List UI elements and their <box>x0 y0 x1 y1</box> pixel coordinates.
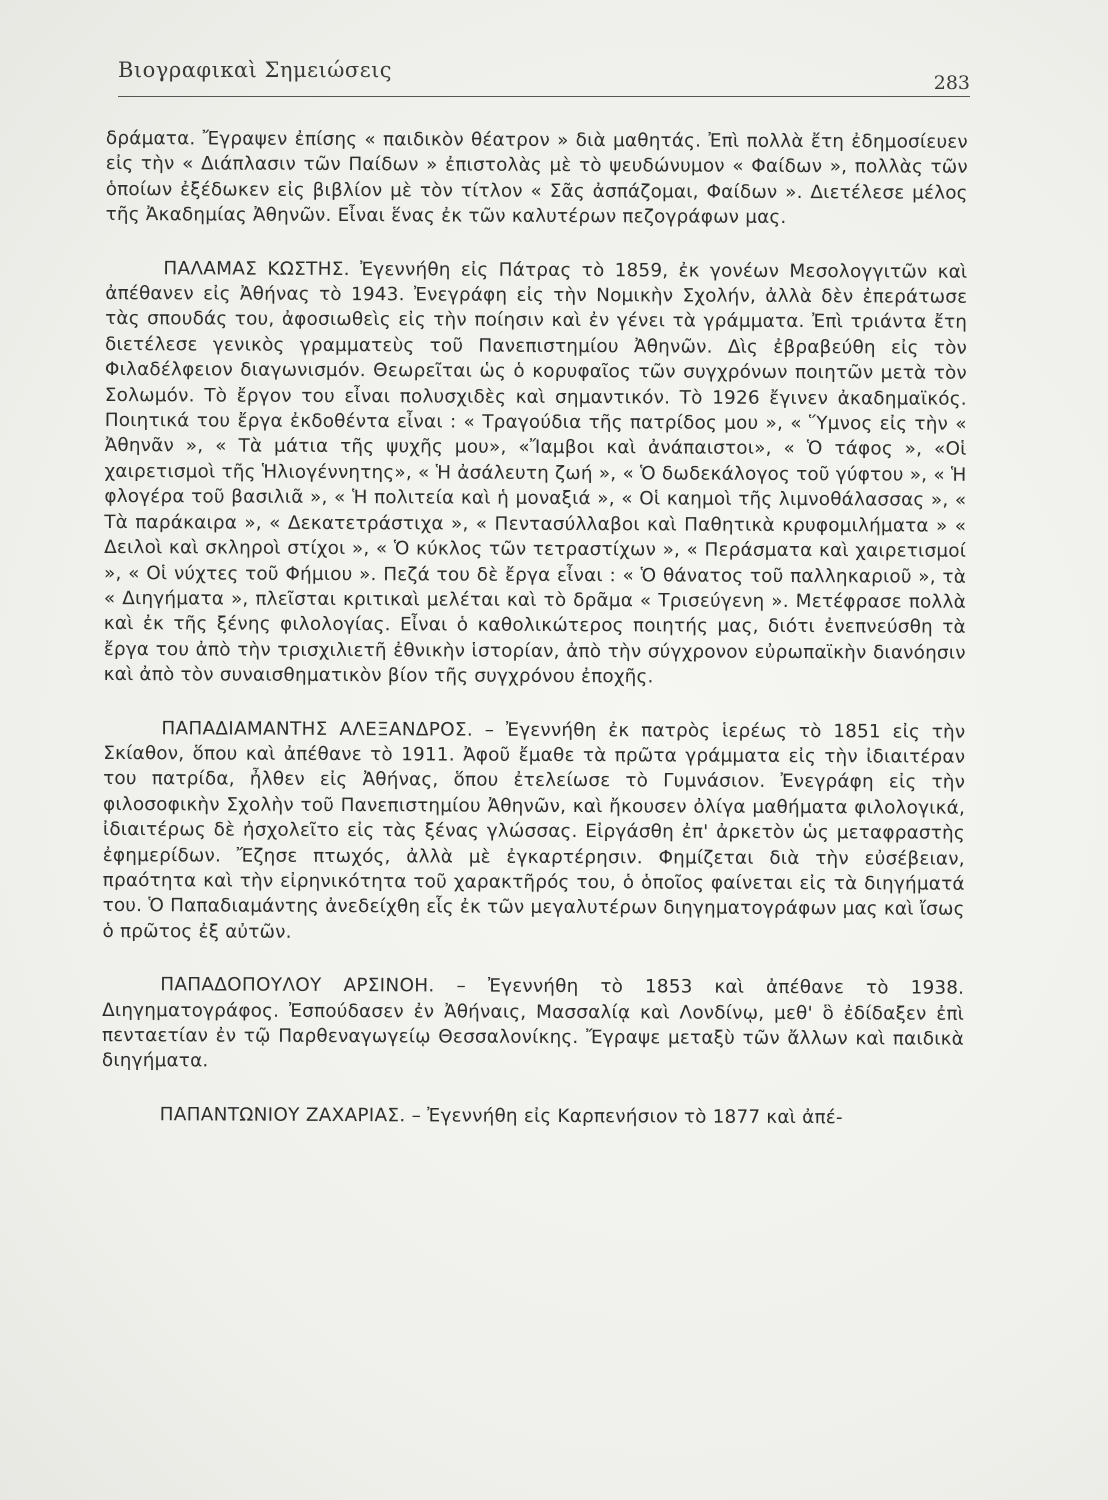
entry-name: ΠΑΠΑΔΙΑΜΑΝΤΗΣ ΑΛΕΞΑΝΔΡΟΣ. – <box>161 717 495 741</box>
entry-name: ΠΑΠΑΝΤΩΝΙΟΥ ΖΑΧΑΡΙΑΣ. – <box>159 1104 422 1127</box>
entry-name: ΠΑΛΑΜΑΣ ΚΩΣΤΗΣ. <box>163 257 350 280</box>
entry-papadiamantis <box>102 716 965 948</box>
entry-text: δράματα. Ἔγραψεν ἐπίσης « παιδικὸν θέατρον » διὰ μαθητάς. Ἐπὶ πολλὰ ἔτη ἐδημοσίευεν εἰς τὴν « Διάπλασιν τῶν Παίδων » ἐπιστολὰς μὲ τὸ ψευδώνυμον « Φαίδων », πολλὰς τῶν ὁποίων ἐξέδωκεν εἰς βιβλίον μὲ τὸν τίτλον « Σᾶς ἀσπάζομαι, Φαίδων ». Διετέλεσε μέλος τῆς Ἀκαδημίας Ἀθηνῶν. Εἶναι ἕνας ἐκ τῶν καλυτέρων πεζογράφων μας. <box>105 127 968 229</box>
page-body <box>102 126 968 1131</box>
entry-name: ΠΑΠΑΔΟΠΟΥΛΟΥ ΑΡΣΙΝΟΗ. – <box>160 974 467 997</box>
running-head <box>118 52 970 108</box>
entry-text: Ἐγεννήθη ἐκ πατρὸς ἱερέως τὸ 1851 εἰς τὴν Σκίαθον, ὅπου καὶ ἀπέθανε τὸ 1911. Ἀφοῦ ἔμαθε τὰ πρῶτα γράμματα εἰς τὴν ἰδιαιτέραν του πατρίδα, ἦλθεν εἰς Ἀθήνας, ὅπου ἐτελείωσε τὸ Γυμνάσιον. Ἐνεγράφη εἰς τὴν φιλοσοφικὴν Σχολὴν τοῦ Πανεπιστημίου Ἀθηνῶν, καὶ ἤκουσεν ὀλίγα μαθήματα φιλολογικά, ἰδιαιτέρως δὲ ἠσχολεῖτο εἰς τὰς ξένας γλώσσας. Εἰργάσθη ἐπ' ἀρκετὸν ὡς μεταφραστὴς ἐφημερίδων. Ἔζησε πτωχός, ἀλλὰ μὲ ἐγκαρτέρησιν. Φημίζεται διὰ τὴν εὐσέβειαν, πραότητα καὶ τὴν εἰρηνικότητα τοῦ χαρακτῆρός του, ὁ ὁποῖος φαίνεται εἰς τὰ διηγήματά του. Ὁ Παπαδιαμάντης ἀνεδείχθη εἷς ἐκ τῶν μεγαλυτέρων διηγηματογράφων μας καὶ ἴσως ὁ πρῶτος ἐξ αὐτῶν. <box>102 719 966 943</box>
entry-papadopoulou <box>102 972 964 1077</box>
header-rule <box>118 96 970 97</box>
entry-text: Ἐγεννήθη τὸ 1853 καὶ ἀπέθανε τὸ 1938. Διηγηματογράφος. Ἐσπούδασεν ἐν Ἀθήναις, Μασσαλίᾳ καὶ Λονδίνῳ, μεθ' ὃ ἐδίδαξεν ἐπὶ πενταετίαν ἐν τῷ Παρθεναγωγείῳ Θεσσαλονίκης. Ἔγραψε μεταξὺ τῶν ἄλλων καὶ παιδικὰ διηγήματα. <box>101 975 965 1072</box>
entry-text: Ἐγεννήθη εἰς Πάτρας τὸ 1859, ἐκ γονέων Μεσολογγιτῶν καὶ ἀπέθανεν εἰς Ἀθήνας τὸ 1943. Ἐνεγράφη εἰς τὴν Νομικὴν Σχολήν, ἀλλὰ δὲν ἐπεράτωσε τὰς σπουδάς του, ἀφοσιωθεὶς εἰς τὴν ποίησιν καὶ ἐν γένει τὰ γράμματα. Ἐπὶ τριάντα ἔτη διετέλεσε γενικὸς γραμματεὺς τοῦ Πανεπιστημίου Ἀθηνῶν. Δὶς ἐβραβεύθη εἰς τὸν Φιλαδέλφειον διαγωνισμόν. Θεωρεῖται ὡς ὁ κορυφαῖος τῶν συγχρόνων ποιητῶν μετὰ τὸν Σολωμόν. Τὸ ἔργον του εἶναι πολυσχιδὲς καὶ σημαντικόν. Τὸ 1926 ἔγινεν ἀκαδημαϊκός. Ποιητικά του ἔργα ἐκδοθέντα εἶναι : « Τραγούδια τῆς πατρίδος μου », « Ὕμνος εἰς τὴν « Ἀθηνᾶν », « Τὰ μάτια τῆς ψυχῆς μου», «Ἴαμβοι καὶ ἀνάπαιστοι», « Ὁ τάφος », «Οἱ χαιρετισμοὶ τῆς Ἡλιογέννητης», « Ἡ ἀσάλευτη ζωή », « Ὁ δωδεκάλογος τοῦ γύφτου », « Ἡ φλογέρα τοῦ βασιλιᾶ », « Ἡ πολιτεία καὶ ἡ μοναξιά », « Οἱ καημοὶ τῆς λιμνοθάλασσας », « Τὰ παράκαιρα », « Δεκατετράστιχα », « Πεντασύλλαβοι καὶ Παθητικὰ κρυφομιλήματα » « Δειλοὶ καὶ σκληροὶ στίχοι », « Ὁ κύκλος τῶν τετραστίχων », « Περάσματα καὶ χαιρετισμοί », « Οἱ νύχτες τοῦ Φήμιου ». Πεζά του δὲ ἔργα εἶναι : « Ὁ θάνατος τοῦ παλληκαριοῦ », τὰ « Διηγήματα », πλεῖσται κριτικαὶ μελέται καὶ τὸ δρᾶμα « Τρισεύγενη ». Μετέφρασε πολλὰ καὶ ἐκ τῆς ξένης φιλολογίας. Εἶναι ὁ καθολικώτερος ποιητής μας, διότι ἐνεπνεύσθη τὰ ἔργα του ἀπὸ τὴν τρισχιλιετῆ ἐθνικὴν ἱστορίαν, ἀπὸ τὴν σύγχρονον εὐρωπαϊκὴν διανόησιν καὶ ἀπὸ τὸν συναισθηματικὸν βίον τῆς συγχρόνου ἐποχῆς. <box>103 258 968 688</box>
entry-papantoniou <box>102 1102 964 1131</box>
entry-palamas <box>104 256 968 692</box>
entry-continuation <box>106 126 968 231</box>
entry-text: Ἐγεννήθη εἰς Καρπενήσιον τὸ 1877 καὶ ἀπέ- <box>427 1105 843 1129</box>
page-number: 283 <box>933 72 970 94</box>
running-title: Βιογραφικαὶ Σημειώσεις <box>118 58 393 82</box>
